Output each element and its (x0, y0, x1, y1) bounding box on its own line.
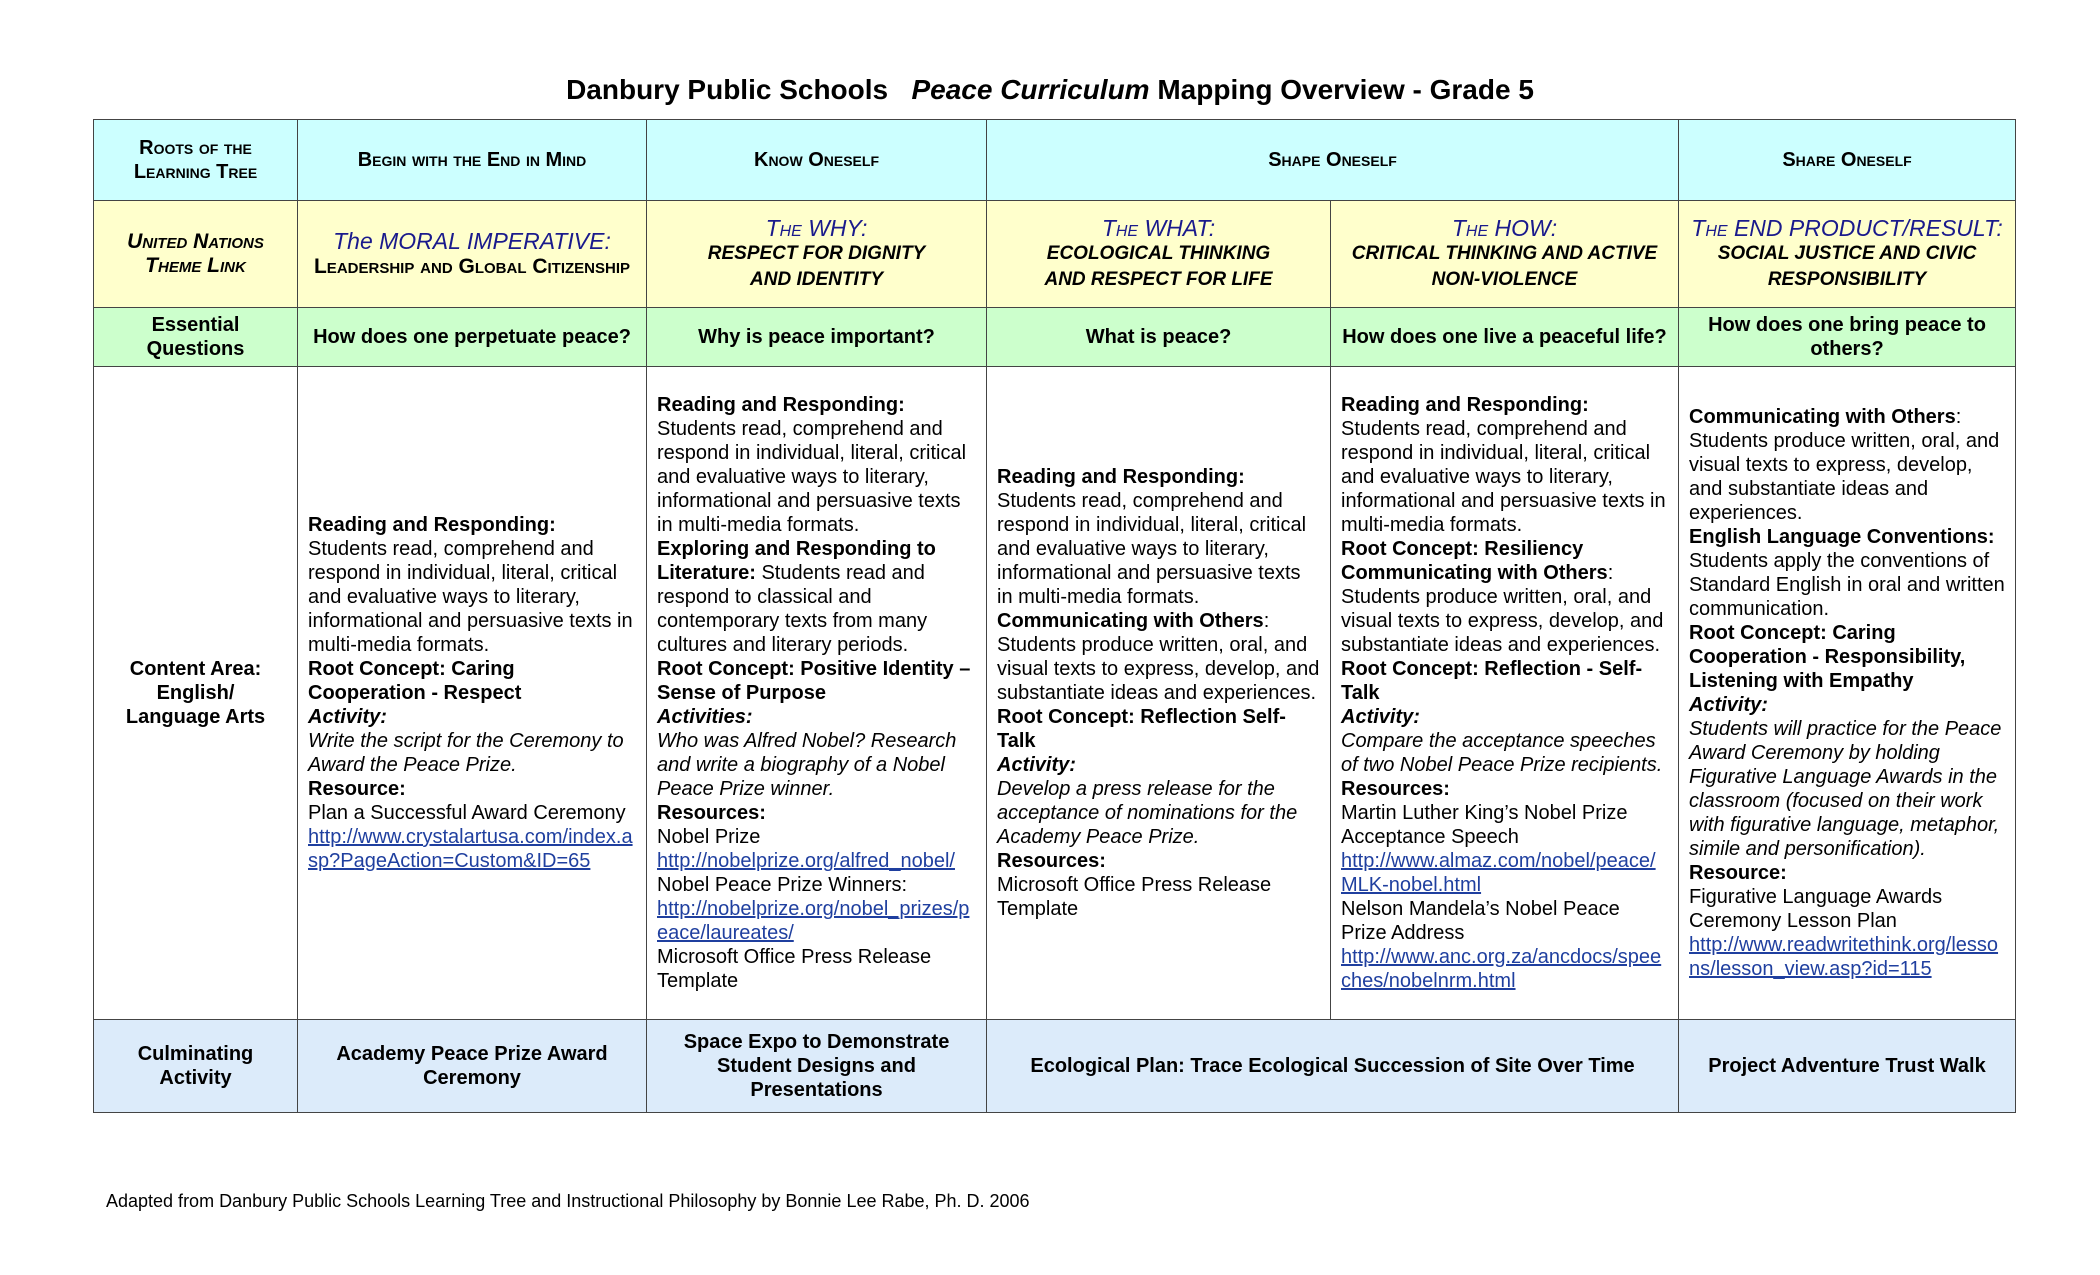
theme-moral-cell (298, 201, 647, 308)
col4-text-2: Students produce written, oral, and visual texts to express, develop, and substantiate ideas and experiences. (1341, 586, 1664, 656)
col2-activity-heading: Activities: (657, 706, 753, 728)
theme-what-sub1: ECOLOGICAL THINKING (1046, 243, 1271, 264)
theme-why-name: The WHY: (765, 215, 868, 241)
theme-how-sub1: CRITICAL THINKING AND ACTIVE (1351, 243, 1658, 264)
theme-how-cell (1331, 201, 1679, 308)
culminating-3: Ecological Plan: Trace Ecological Succession of Site Over Time (987, 1020, 1679, 1113)
content-col-5: Communicating with Others: Students produce written, oral, and visual texts to express, develop, and substantiate ideas and experiences. English Language Conventions: Students apply the conventions of Standard English in oral and written communication. Root Concept: Caring Cooperation - Responsibility, Listening with Empathy Activity: Students will practice for the Peace Award Ceremony by holding Figurative Language Awards in the classroom (focused on their work with figurative language, metaphor, simile and personification). Resource: Figurative Language Awards Ceremony Lesson Plan http://www.readwritethink.org/lessons/lesson_view.asp?id=115 (1679, 367, 2016, 1020)
col1-link-1[interactable]: http://www.crystalartusa.com/index.asp?PageAction=Custom&ID=65 (308, 826, 633, 872)
header-roots: Roots of the Learning Tree (94, 120, 298, 201)
theme-what-cell (987, 201, 1331, 308)
theme-why-sub1: RESPECT FOR DIGNITY (707, 243, 926, 264)
col1-resource-heading: Resource: (308, 778, 406, 800)
theme-why-cell (647, 201, 987, 308)
question-3: What is peace? (987, 308, 1331, 367)
col4-link-2[interactable]: http://www.anc.org.za/ancdocs/speeches/nobelnrm.html (1341, 946, 1662, 992)
col5-text-1: Students produce written, oral, and visual texts to express, develop, and substantiate ideas and experiences. (1689, 430, 2000, 524)
col4-resource-heading: Resources: (1341, 778, 1450, 800)
question-1: How does one perpetuate peace? (298, 308, 647, 367)
col2-resource-1: Nobel Prize (657, 826, 761, 848)
theme-label: United Nations Theme Link (127, 230, 264, 277)
theme-how-name: The HOW: (1451, 215, 1558, 241)
col2-resource-heading: Resources: (657, 802, 766, 824)
header-know: Know Oneself (647, 120, 987, 201)
title-part2: Peace Curriculum (911, 74, 1150, 105)
col5-activity: Students will practice for the Peace Award Ceremony by holding Figurative Language Awards in the classroom (focused on their work with figurative language, metaphor, simile and personification). (1689, 718, 2002, 860)
content-label-3: Language Arts (125, 706, 266, 728)
content-label-2: English/ (156, 682, 235, 704)
col4-root-concept-2: Root Concept: Reflection - Self-Talk (1341, 658, 1643, 704)
col1-resource-1: Plan a Successful Award Ceremony (308, 802, 626, 824)
content-label-1: Content Area: (129, 658, 262, 680)
content-row (94, 367, 2016, 1020)
page-title (0, 74, 2100, 106)
col4-heading-2: Communicating with Others (1341, 562, 1608, 584)
col1-activity: Write the script for the Ceremony to Award the Peace Prize. (308, 730, 624, 776)
col1-heading: Reading and Responding: (308, 514, 556, 536)
col4-link-1[interactable]: http://www.almaz.com/nobel/peace/MLK-nobel.html (1341, 850, 1656, 896)
culminating-1: Academy Peace Prize Award Ceremony (298, 1020, 647, 1113)
question-5: How does one bring peace to others? (1679, 308, 2016, 367)
header-row (94, 120, 2016, 201)
title-part3: Mapping Overview - Grade 5 (1157, 74, 1534, 105)
theme-moral-name: The MORAL IMPERATIVE: (333, 228, 611, 254)
col5-resource-1: Figurative Language Awards Ceremony Lesson Plan (1689, 886, 1943, 932)
footer-note: Adapted from Danbury Public Schools Learning Tree and Instructional Philosophy by Bonnie Lee Rabe, Ph. D. 2006 (106, 1191, 1030, 1211)
col3-heading-2: Communicating with Others (997, 610, 1264, 632)
col2-heading-2: Exploring and Responding to Literature: (657, 538, 936, 584)
col2-text-2: Students read and respond to classical and contemporary texts from many cultures and literary periods. (657, 562, 928, 656)
theme-end-cell (1679, 201, 2016, 308)
culminating-row (94, 1020, 2016, 1113)
questions-label: Essential Questions (94, 308, 298, 367)
col4-resource-2: Nelson Mandela’s Nobel Peace Prize Address (1341, 898, 1620, 944)
col4-activity-heading: Activity: (1341, 706, 1420, 728)
col2-heading-1: Reading and Responding: (657, 394, 905, 416)
col2-link-1[interactable]: http://nobelprize.org/alfred_nobel/ (657, 850, 955, 872)
col4-resource-1: Martin Luther King’s Nobel Prize Acceptance Speech (1341, 802, 1628, 848)
col1-text: Students read, comprehend and respond in individual, literal, critical and evaluative ways to literary, informational and persuasive texts in multi-media formats. (308, 538, 633, 656)
header-share: Share Oneself (1679, 120, 2016, 201)
col2-link-2[interactable]: http://nobelprize.org/nobel_prizes/peace/laureates/ (657, 898, 970, 944)
col3-heading-1: Reading and Responding: (997, 466, 1245, 488)
theme-end-name: The END PRODUCT/RESULT: (1691, 215, 2003, 241)
col5-heading-1: Communicating with Others (1689, 406, 1956, 428)
col2-resource-3: Microsoft Office Press Release Template (657, 946, 932, 992)
col1-root-concept: Root Concept: Caring Cooperation - Respect (308, 658, 522, 704)
col3-root-concept: Root Concept: Reflection Self-Talk (997, 706, 1286, 752)
col3-activity: Develop a press release for the acceptance of nominations for the Academy Peace Prize. (997, 778, 1298, 848)
col5-activity-heading: Activity: (1689, 694, 1768, 716)
culminating-2: Space Expo to Demonstrate Student Designs and Presentations (647, 1020, 987, 1113)
theme-end-sub1: SOCIAL JUSTICE AND CIVIC (1717, 243, 1977, 264)
content-area-label (94, 367, 298, 1020)
col3-text-2: Students produce written, oral, and visual texts to express, develop, and substantiate ideas and experiences. (997, 634, 1320, 704)
col4-text-1: Students read, comprehend and respond in individual, literal, critical and evaluative ways to literary, informational and persuasive texts in multi-media formats. (1341, 418, 1666, 536)
col5-resource-heading: Resource: (1689, 862, 1787, 884)
theme-label-cell (94, 201, 298, 308)
theme-moral-sub: Leadership and Global Citizenship (313, 255, 630, 278)
culminating-4: Project Adventure Trust Walk (1679, 1020, 2016, 1113)
content-col-1 (298, 367, 647, 1020)
question-2: Why is peace important? (647, 308, 987, 367)
curriculum-table (93, 119, 2016, 1113)
title-part1: Danbury Public Schools (566, 74, 889, 105)
col5-root-concept: Root Concept: Caring Cooperation - Responsibility, Listening with Empathy (1689, 622, 1966, 692)
col5-link-1[interactable]: http://www.readwritethink.org/lessons/lesson_view.asp?id=115 (1689, 934, 1999, 980)
theme-row (94, 201, 2016, 308)
col5-text-2: Students apply the conventions of Standard English in oral and written communication. (1689, 550, 2005, 620)
theme-how-sub2: NON-VIOLENCE (1431, 269, 1578, 290)
header-shape: Shape Oneself (987, 120, 1679, 201)
col4-activity: Compare the acceptance speeches of two Nobel Peace Prize recipients. (1341, 730, 1663, 776)
theme-what-sub2: AND RESPECT FOR LIFE (1044, 269, 1273, 290)
theme-end-sub2: RESPONSIBILITY (1767, 269, 1927, 290)
col2-text-1: Students read, comprehend and respond in individual, literal, critical and evaluative ways to literary, informational and persuasive texts in multi-media formats. (657, 418, 967, 536)
col3-resource-heading: Resources: (997, 850, 1106, 872)
col5-heading-2: English Language Conventions: (1689, 526, 1995, 548)
col2-activity: Who was Alfred Nobel? Research and write a biography of a Nobel Peace Prize winner. (657, 730, 957, 800)
header-begin: Begin with the End in Mind (298, 120, 647, 201)
col3-activity-heading: Activity: (997, 754, 1076, 776)
content-col-4: Reading and Responding: Students read, comprehend and respond in individual, literal, critical and evaluative ways to literary, informational and persuasive texts in multi-media formats. Root Concept: Resiliency Communicating with Others: Students produce written, oral, and visual texts to express, develop, and substantiate ideas and experiences. Root Concept: Reflection - Self-Talk Activity: Compare the acceptance speeches of two Nobel Peace Prize recipients. Resources: Martin Luther King’s Nobel Prize Acceptance Speech http://www.almaz.com/nobel/peace/MLK-nobel.html Nelson Mandela’s Nobel Peace Prize Address http://www.anc.org.za/ancdocs/speeches/nobelnrm.html (1331, 367, 1679, 1020)
theme-why-sub2: AND IDENTITY (750, 269, 883, 290)
col4-heading-1: Reading and Responding: (1341, 394, 1589, 416)
culminating-label: Culminating Activity (94, 1020, 298, 1113)
questions-row (94, 308, 2016, 367)
col1-activity-heading: Activity: (308, 706, 387, 728)
col2-resource-2: Nobel Peace Prize Winners: (657, 874, 908, 896)
col3-text-1: Students read, comprehend and respond in individual, literal, critical and evaluative ways to literary, informational and persuasive texts in multi-media formats. (997, 490, 1307, 608)
question-4: How does one live a peaceful life? (1331, 308, 1679, 367)
col2-root-concept: Root Concept: Positive Identity – Sense of Purpose (657, 658, 971, 704)
col3-resource-1: Microsoft Office Press Release Template (997, 874, 1272, 920)
content-col-2 (647, 367, 987, 1020)
theme-what-name: The WHAT: (1101, 215, 1216, 241)
content-col-3: Reading and Responding: Students read, comprehend and respond in individual, literal, critical and evaluative ways to literary, informational and persuasive texts in multi-media formats. Communicating with Others: Students produce written, oral, and visual texts to express, develop, and substantiate ideas and experiences. Root Concept: Reflection Self-Talk Activity: Develop a press release for the acceptance of nominations for the Academy Peace Prize. Resources: Microsoft Office Press Release Template (987, 367, 1331, 1020)
col4-root-concept-1: Root Concept: Resiliency (1341, 538, 1584, 560)
